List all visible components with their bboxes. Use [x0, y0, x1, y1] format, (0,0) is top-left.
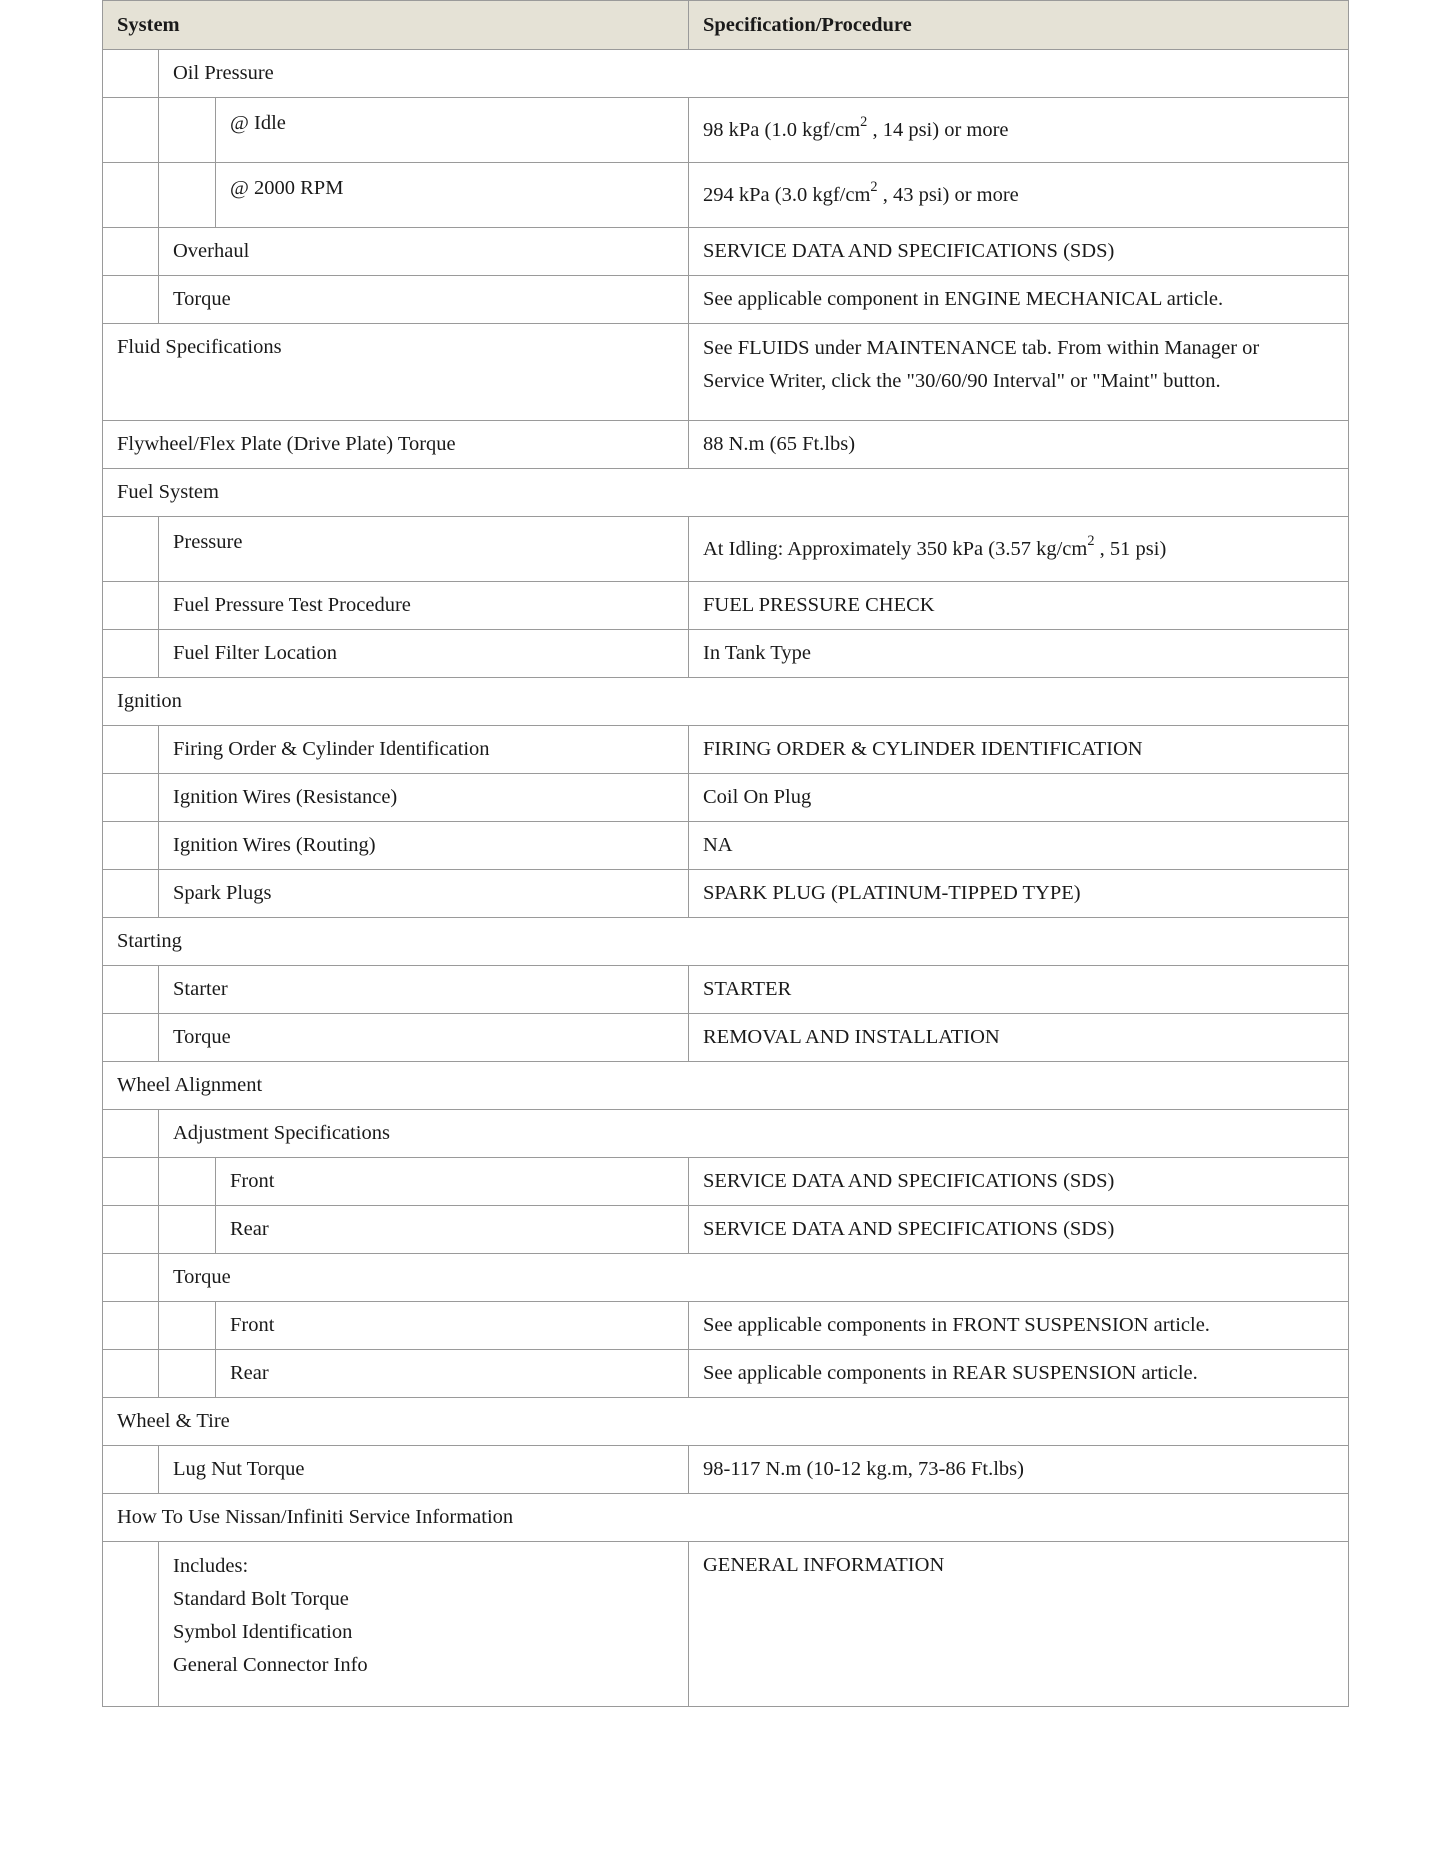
adjustment-front-label: Front: [216, 1158, 689, 1206]
fuel-pressure-label: Pressure: [159, 517, 689, 582]
flywheel-spec: 88 N.m (65 Ft.lbs): [689, 421, 1349, 469]
table-row: [103, 1350, 1349, 1398]
fluid-spec: See FLUIDS under MAINTENANCE tab. From within Manager or Service Writer, click the "30/60/90 Interval" or "Maint" button.: [689, 324, 1349, 421]
fuel-test-spec: FUEL PRESSURE CHECK: [689, 582, 1349, 630]
includes-line: Includes:: [173, 1555, 249, 1577]
spark-plugs-spec: SPARK PLUG (PLATINUM-TIPPED TYPE): [689, 870, 1349, 918]
table-row: [103, 774, 1349, 822]
alignment-torque-front-label: Front: [216, 1302, 689, 1350]
wires-resistance-spec: Coil On Plug: [689, 774, 1349, 822]
starter-spec: STARTER: [689, 966, 1349, 1014]
how-to-use-label: How To Use Nissan/Infiniti Service Information: [103, 1494, 1349, 1542]
fuel-test-label: Fuel Pressure Test Procedure: [159, 582, 689, 630]
wires-resistance-label: Ignition Wires (Resistance): [159, 774, 689, 822]
adjustment-rear-label: Rear: [216, 1206, 689, 1254]
table-row: [103, 1110, 1349, 1158]
table-row: [103, 469, 1349, 517]
table-row: [103, 50, 1349, 98]
includes-line: General Connector Info: [173, 1654, 368, 1676]
table-row: [103, 870, 1349, 918]
alignment-torque-rear-label: Rear: [216, 1350, 689, 1398]
wires-routing-spec: NA: [689, 822, 1349, 870]
fuel-pressure-spec: At Idling: Approximately 350 kPa (3.57 $kg/cm^2$ , 51 psi): [689, 517, 1349, 582]
rpm2000-label: @ 2000 RPM: [216, 163, 689, 228]
lug-nut-spec: 98-117 N.m (10-12 kg.m, 73-86 Ft.lbs): [689, 1446, 1349, 1494]
table-row: [103, 1158, 1349, 1206]
ignition-label: Ignition: [103, 678, 1349, 726]
idle-label: @ Idle: [216, 98, 689, 163]
table-row: [103, 276, 1349, 324]
table-row: [103, 324, 1349, 421]
table-row: [103, 918, 1349, 966]
table-row: [103, 726, 1349, 774]
fuel-filter-label: Fuel Filter Location: [159, 630, 689, 678]
fuel-system-label: Fuel System: [103, 469, 1349, 517]
includes-list: [159, 1542, 689, 1707]
wheel-alignment-label: Wheel Alignment: [103, 1062, 1349, 1110]
header-spec: Specification/Procedure: [689, 1, 1349, 50]
table-row: [103, 163, 1349, 228]
includes-line: Standard Bolt Torque: [173, 1588, 349, 1610]
oil-pressure-label: Oil Pressure: [159, 50, 1349, 98]
wires-routing-label: Ignition Wires (Routing): [159, 822, 689, 870]
engine-torque-spec: See applicable component in ENGINE MECHANICAL article.: [689, 276, 1349, 324]
fluid-label: Fluid Specifications: [103, 324, 689, 421]
alignment-torque-rear-spec: See applicable components in REAR SUSPENSION article.: [689, 1350, 1349, 1398]
includes-line: Symbol Identification: [173, 1621, 353, 1643]
table-row: [103, 1494, 1349, 1542]
overhaul-spec: SERVICE DATA AND SPECIFICATIONS (SDS): [689, 228, 1349, 276]
table-row: [103, 582, 1349, 630]
table-row: [103, 1254, 1349, 1302]
alignment-torque-front-spec: See applicable components in FRONT SUSPENSION article.: [689, 1302, 1349, 1350]
table-header-row: [103, 1, 1349, 50]
table-row: [103, 678, 1349, 726]
starting-label: Starting: [103, 918, 1349, 966]
flywheel-label: Flywheel/Flex Plate (Drive Plate) Torque: [103, 421, 689, 469]
starting-torque-label: Torque: [159, 1014, 689, 1062]
spark-plugs-label: Spark Plugs: [159, 870, 689, 918]
wheel-tire-label: Wheel & Tire: [103, 1398, 1349, 1446]
idle-spec: 98 kPa (1.0 kgf/$cm^2$ , 14 psi) or more: [689, 98, 1349, 163]
header-system: System: [103, 1, 689, 50]
table-row: [103, 98, 1349, 163]
table-row: [103, 1302, 1349, 1350]
adjustment-front-spec: SERVICE DATA AND SPECIFICATIONS (SDS): [689, 1158, 1349, 1206]
overhaul-label: Overhaul: [159, 228, 689, 276]
adjustment-rear-spec: SERVICE DATA AND SPECIFICATIONS (SDS): [689, 1206, 1349, 1254]
includes-spec: GENERAL INFORMATION: [689, 1542, 1349, 1707]
starter-label: Starter: [159, 966, 689, 1014]
specifications-table: [102, 0, 1349, 1707]
table-row: [103, 966, 1349, 1014]
table-row: [103, 1206, 1349, 1254]
lug-nut-label: Lug Nut Torque: [159, 1446, 689, 1494]
table-row: [103, 1014, 1349, 1062]
rpm2000-spec: 294 kPa (3.0 kgf/$cm^2$ , 43 psi) or more: [689, 163, 1349, 228]
table-row: [103, 517, 1349, 582]
table-row: [103, 421, 1349, 469]
engine-torque-label: Torque: [159, 276, 689, 324]
table-row: [103, 822, 1349, 870]
alignment-torque-label: Torque: [159, 1254, 1349, 1302]
firing-order-spec: FIRING ORDER & CYLINDER IDENTIFICATION: [689, 726, 1349, 774]
table-row: [103, 1542, 1349, 1707]
table-row: [103, 1062, 1349, 1110]
fuel-filter-spec: In Tank Type: [689, 630, 1349, 678]
starting-torque-spec: REMOVAL AND INSTALLATION: [689, 1014, 1349, 1062]
adjustment-label: Adjustment Specifications: [159, 1110, 1349, 1158]
table-row: [103, 1398, 1349, 1446]
table-row: [103, 630, 1349, 678]
table-row: [103, 1446, 1349, 1494]
table-row: [103, 228, 1349, 276]
firing-order-label: Firing Order & Cylinder Identification: [159, 726, 689, 774]
